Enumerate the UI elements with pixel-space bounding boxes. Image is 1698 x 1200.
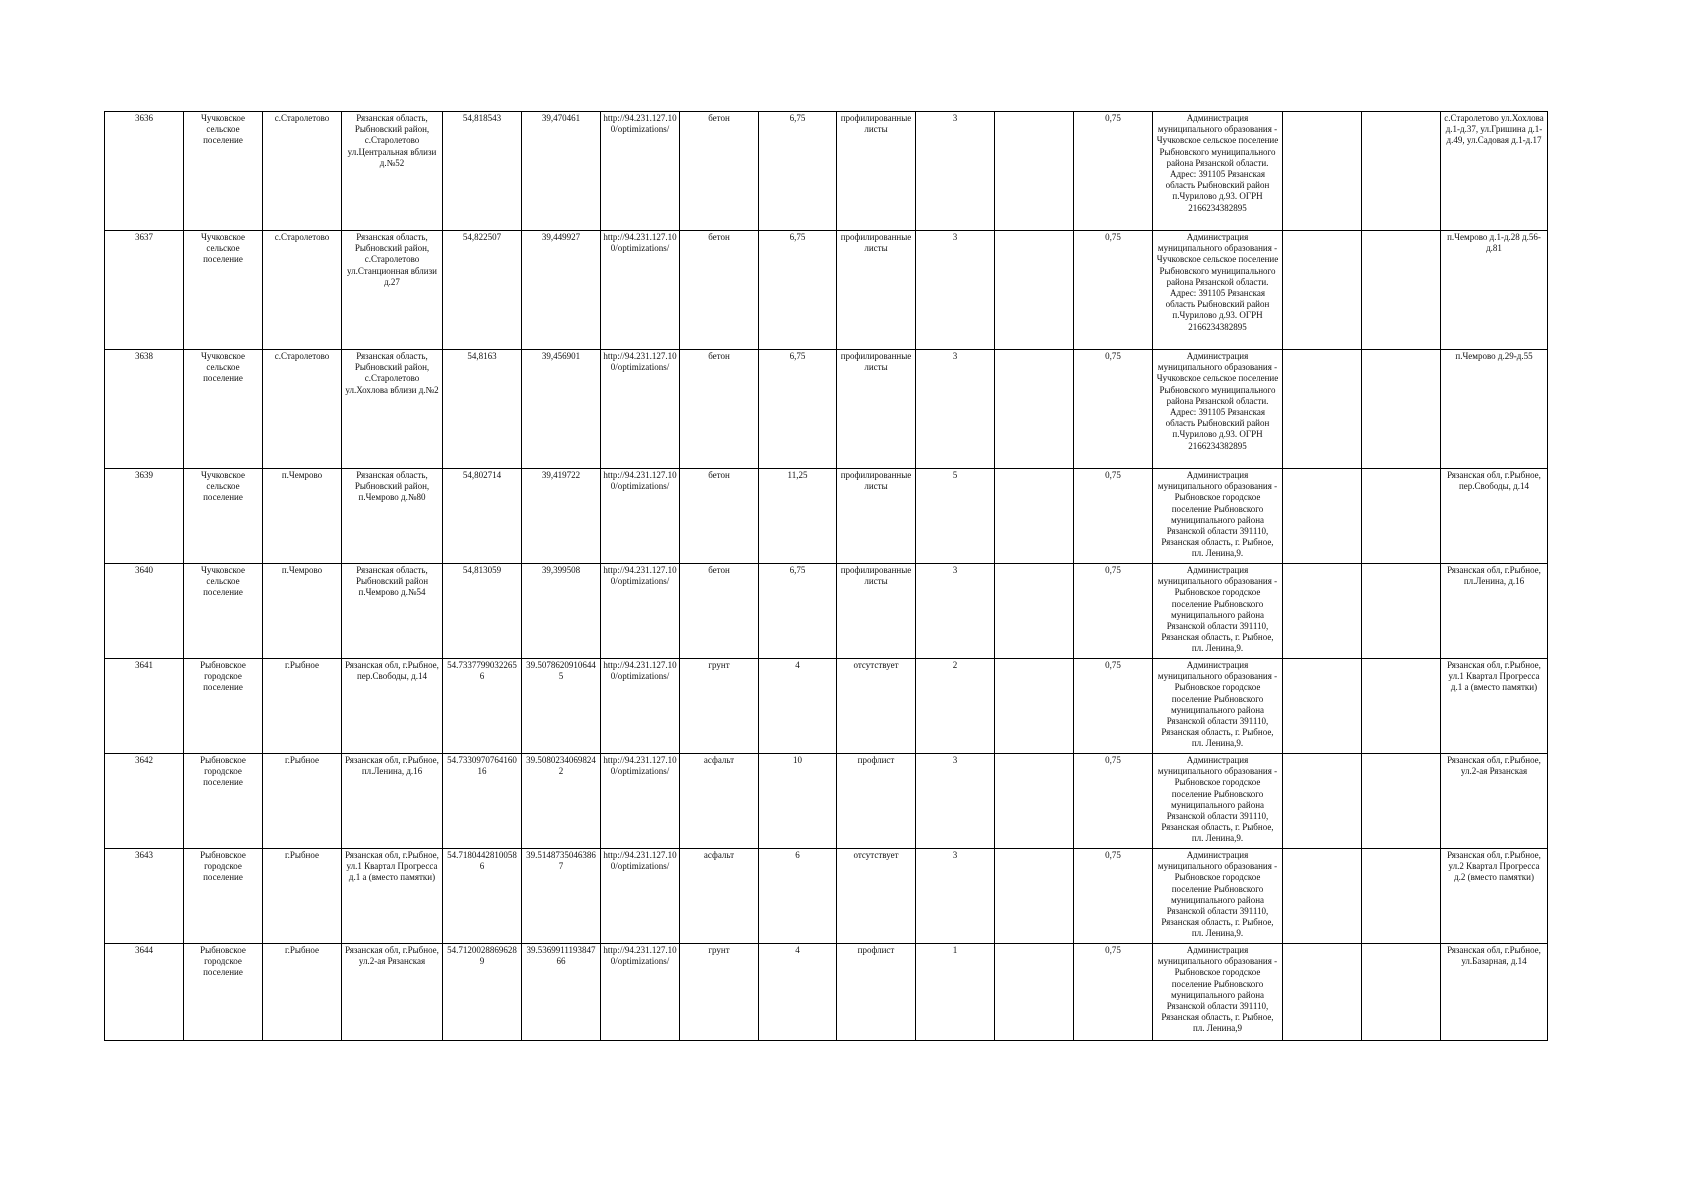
table-row: [105, 754, 1548, 849]
cell-owner: Администрация муниципального образования - Чучковское сельское поселение Рыбновского муниципального района Рязанской области. Адрес: 391105 Рязанская область Рыбновский район п.Чурилово д.93. ОГРН 2166234382895: [1153, 350, 1283, 469]
cell-url: http://94.231.127.10 0/optimizations/: [601, 564, 680, 659]
cell-address: Рязанская обл, г.Рыбное, пл.Ленина, д.16: [342, 754, 443, 849]
cell-empty: [1362, 350, 1441, 469]
table-row: [105, 112, 1548, 231]
cell-empty: [1283, 944, 1362, 1041]
cell-area: 6,75: [759, 350, 837, 469]
cell-extra: [995, 659, 1074, 754]
cell-settlement: Рыбновское городское поселение: [184, 944, 263, 1041]
cell-empty: [1283, 754, 1362, 849]
cell-settlement: Чучковское сельское поселение: [184, 112, 263, 231]
cell-longitude: 39.5148735046386 7: [522, 849, 601, 944]
cell-address: Рязанская область, Рыбновский район, с.Старолетово ул.Хохлова вблизи д.№2: [342, 350, 443, 469]
cell-sources: Рязанская обл, г.Рыбное, ул.2 Квартал Прогресса д.2 (вместо памятки): [1441, 849, 1548, 944]
cell-empty: [1362, 944, 1441, 1041]
cell-empty: [1283, 659, 1362, 754]
cell-sources: Рязанская обл, г.Рыбное, пл.Ленина, д.16: [1441, 564, 1548, 659]
cell-fence: отсутствует: [837, 659, 916, 754]
cell-locality: с.Старолетово: [263, 112, 342, 231]
cell-containers: 3: [916, 754, 995, 849]
cell-surface: асфальт: [680, 849, 759, 944]
cell-area: 11,25: [759, 469, 837, 564]
cell-empty: [1283, 112, 1362, 231]
cell-latitude: 54,813059: [443, 564, 522, 659]
cell-owner: Администрация муниципального образования - Рыбновское городское поселение Рыбновского муниципального района Рязанской области 391110, Рязанская область, г. Рыбное, пл. Ленина,9.: [1153, 469, 1283, 564]
cell-empty: [1362, 564, 1441, 659]
cell-area: 6,75: [759, 231, 837, 350]
cell-settlement: Чучковское сельское поселение: [184, 469, 263, 564]
cell-surface: бетон: [680, 350, 759, 469]
cell-fence: профилированные листы: [837, 469, 916, 564]
cell-settlement: Рыбновское городское поселение: [184, 659, 263, 754]
cell-sources: Рязанская обл, г.Рыбное, ул.1 Квартал Прогресса д.1 а (вместо памятки): [1441, 659, 1548, 754]
cell-fence: отсутствует: [837, 849, 916, 944]
cell-settlement: Рыбновское городское поселение: [184, 849, 263, 944]
cell-url: http://94.231.127.10 0/optimizations/: [601, 350, 680, 469]
cell-volume: 0,75: [1074, 112, 1153, 231]
cell-volume: 0,75: [1074, 754, 1153, 849]
cell-volume: 0,75: [1074, 231, 1153, 350]
cell-number: 3639: [105, 469, 184, 564]
cell-longitude: 39.5080234069824 2: [522, 754, 601, 849]
cell-empty: [1362, 231, 1441, 350]
cell-extra: [995, 944, 1074, 1041]
cell-owner: Администрация муниципального образования - Рыбновское городское поселение Рыбновского муниципального района Рязанской области 391110, Рязанская область, г. Рыбное, пл. Ленина,9.: [1153, 849, 1283, 944]
cell-settlement: Рыбновское городское поселение: [184, 754, 263, 849]
cell-volume: 0,75: [1074, 350, 1153, 469]
cell-fence: профилированные листы: [837, 564, 916, 659]
cell-containers: 3: [916, 350, 995, 469]
cell-address: Рязанская область, Рыбновский район, с.Старолетово ул.Центральная вблизи д.№52: [342, 112, 443, 231]
cell-latitude: 54,8163: [443, 350, 522, 469]
cell-area: 6,75: [759, 564, 837, 659]
cell-fence: профлист: [837, 944, 916, 1041]
cell-area: 4: [759, 659, 837, 754]
cell-containers: 3: [916, 231, 995, 350]
cell-empty: [1362, 659, 1441, 754]
registry-table: [104, 111, 1548, 1041]
cell-settlement: Чучковское сельское поселение: [184, 231, 263, 350]
cell-surface: грунт: [680, 659, 759, 754]
cell-area: 6,75: [759, 112, 837, 231]
cell-settlement: Чучковское сельское поселение: [184, 350, 263, 469]
cell-surface: бетон: [680, 469, 759, 564]
cell-url: http://94.231.127.10 0/optimizations/: [601, 944, 680, 1041]
cell-volume: 0,75: [1074, 944, 1153, 1041]
cell-address: Рязанская область, Рыбновский район, с.Старолетово ул.Станционная вблизи д.27: [342, 231, 443, 350]
cell-containers: 3: [916, 112, 995, 231]
cell-longitude: 39,399508: [522, 564, 601, 659]
cell-locality: г.Рыбное: [263, 659, 342, 754]
cell-url: http://94.231.127.10 0/optimizations/: [601, 849, 680, 944]
table-row: [105, 944, 1548, 1041]
cell-surface: бетон: [680, 564, 759, 659]
cell-sources: п.Чемрово д.29-д.55: [1441, 350, 1548, 469]
cell-locality: г.Рыбное: [263, 849, 342, 944]
cell-containers: 3: [916, 849, 995, 944]
cell-containers: 3: [916, 564, 995, 659]
cell-area: 6: [759, 849, 837, 944]
cell-empty: [1283, 564, 1362, 659]
cell-address: Рязанская обл, г.Рыбное, ул.1 Квартал Прогресса д.1 а (вместо памятки): [342, 849, 443, 944]
table-row: [105, 350, 1548, 469]
cell-extra: [995, 754, 1074, 849]
cell-fence: профилированные листы: [837, 350, 916, 469]
cell-latitude: 54,822507: [443, 231, 522, 350]
cell-area: 4: [759, 944, 837, 1041]
cell-locality: г.Рыбное: [263, 944, 342, 1041]
cell-empty: [1362, 469, 1441, 564]
table-row: [105, 564, 1548, 659]
cell-sources: п.Чемрово д.1-д.28 д.56-д.81: [1441, 231, 1548, 350]
cell-empty: [1362, 849, 1441, 944]
cell-surface: бетон: [680, 112, 759, 231]
cell-number: 3643: [105, 849, 184, 944]
cell-volume: 0,75: [1074, 469, 1153, 564]
cell-empty: [1283, 469, 1362, 564]
table-row: [105, 231, 1548, 350]
cell-extra: [995, 564, 1074, 659]
cell-volume: 0,75: [1074, 659, 1153, 754]
cell-latitude: 54,802714: [443, 469, 522, 564]
cell-surface: асфальт: [680, 754, 759, 849]
cell-locality: п.Чемрово: [263, 469, 342, 564]
cell-empty: [1283, 350, 1362, 469]
cell-longitude: 39,449927: [522, 231, 601, 350]
cell-latitude: 54.7337799032265 6: [443, 659, 522, 754]
cell-longitude: 39.5078620910644 5: [522, 659, 601, 754]
cell-locality: г.Рыбное: [263, 754, 342, 849]
cell-containers: 5: [916, 469, 995, 564]
cell-owner: Администрация муниципального образования - Рыбновское городское поселение Рыбновского муниципального района Рязанской области 391110, Рязанская область, г. Рыбное, пл. Ленина,9.: [1153, 754, 1283, 849]
cell-latitude: 54.7330970764160 16: [443, 754, 522, 849]
cell-url: http://94.231.127.10 0/optimizations/: [601, 469, 680, 564]
cell-longitude: 39.5369911193847 66: [522, 944, 601, 1041]
table-row: [105, 849, 1548, 944]
cell-longitude: 39,470461: [522, 112, 601, 231]
cell-volume: 0,75: [1074, 849, 1153, 944]
cell-locality: с.Старолетово: [263, 231, 342, 350]
cell-fence: профилированные листы: [837, 231, 916, 350]
cell-extra: [995, 350, 1074, 469]
cell-url: http://94.231.127.10 0/optimizations/: [601, 112, 680, 231]
cell-containers: 1: [916, 944, 995, 1041]
cell-number: 3638: [105, 350, 184, 469]
cell-address: Рязанская обл, г.Рыбное, ул.2-ая Рязанская: [342, 944, 443, 1041]
cell-empty: [1362, 112, 1441, 231]
cell-extra: [995, 112, 1074, 231]
cell-number: 3637: [105, 231, 184, 350]
cell-containers: 2: [916, 659, 995, 754]
cell-number: 3642: [105, 754, 184, 849]
cell-number: 3641: [105, 659, 184, 754]
cell-settlement: Чучковское сельское поселение: [184, 564, 263, 659]
cell-owner: Администрация муниципального образования - Рыбновское городское поселение Рыбновского муниципального района Рязанской области 391110, Рязанская область, г. Рыбное, пл. Ленина,9.: [1153, 564, 1283, 659]
cell-empty: [1283, 849, 1362, 944]
cell-extra: [995, 231, 1074, 350]
cell-latitude: 54.7120028869628 9: [443, 944, 522, 1041]
cell-fence: профилированные листы: [837, 112, 916, 231]
cell-sources: Рязанская обл, г.Рыбное, ул.Базарная, д.14: [1441, 944, 1548, 1041]
cell-address: Рязанская область, Рыбновский район, п.Чемрово д.№80: [342, 469, 443, 564]
cell-surface: бетон: [680, 231, 759, 350]
cell-owner: Администрация муниципального образования - Чучковское сельское поселение Рыбновского муниципального района Рязанской области. Адрес: 391105 Рязанская область Рыбновский район п.Чурилово д.93. ОГРН 2166234382895: [1153, 112, 1283, 231]
cell-surface: грунт: [680, 944, 759, 1041]
cell-empty: [1362, 754, 1441, 849]
cell-volume: 0,75: [1074, 564, 1153, 659]
cell-locality: с.Старолетово: [263, 350, 342, 469]
cell-number: 3640: [105, 564, 184, 659]
table-row: [105, 469, 1548, 564]
cell-fence: профлист: [837, 754, 916, 849]
cell-number: 3644: [105, 944, 184, 1041]
cell-extra: [995, 849, 1074, 944]
cell-number: 3636: [105, 112, 184, 231]
cell-locality: п.Чемрово: [263, 564, 342, 659]
cell-url: http://94.231.127.10 0/optimizations/: [601, 659, 680, 754]
cell-longitude: 39,419722: [522, 469, 601, 564]
cell-owner: Администрация муниципального образования - Рыбновское городское поселение Рыбновского муниципального района Рязанской области 391110, Рязанская область, г. Рыбное, пл. Ленина,9.: [1153, 659, 1283, 754]
table-row: [105, 659, 1548, 754]
cell-owner: Администрация муниципального образования - Рыбновское городское поселение Рыбновского муниципального района Рязанской области 391110, Рязанская область, г. Рыбное, пл. Ленина,9: [1153, 944, 1283, 1041]
cell-owner: Администрация муниципального образования - Чучковское сельское поселение Рыбновского муниципального района Рязанской области. Адрес: 391105 Рязанская область Рыбновский район п.Чурилово д.93. ОГРН 2166234382895: [1153, 231, 1283, 350]
cell-address: Рязанская обл, г.Рыбное, пер.Свободы, д.14: [342, 659, 443, 754]
cell-longitude: 39,456901: [522, 350, 601, 469]
cell-address: Рязанская область, Рыбновский район п.Чемрово д.№54: [342, 564, 443, 659]
cell-empty: [1283, 231, 1362, 350]
cell-sources: Рязанская обл, г.Рыбное, ул.2-ая Рязанская: [1441, 754, 1548, 849]
cell-sources: с.Старолетово ул.Хохлова д.1-д.37, ул.Гришина д.1-д.49, ул.Садовая д.1-д.17: [1441, 112, 1548, 231]
cell-sources: Рязанская обл, г.Рыбное, пер.Свободы, д.14: [1441, 469, 1548, 564]
cell-latitude: 54.7180442810058 6: [443, 849, 522, 944]
cell-area: 10: [759, 754, 837, 849]
cell-url: http://94.231.127.10 0/optimizations/: [601, 754, 680, 849]
cell-latitude: 54,818543: [443, 112, 522, 231]
cell-url: http://94.231.127.10 0/optimizations/: [601, 231, 680, 350]
cell-extra: [995, 469, 1074, 564]
